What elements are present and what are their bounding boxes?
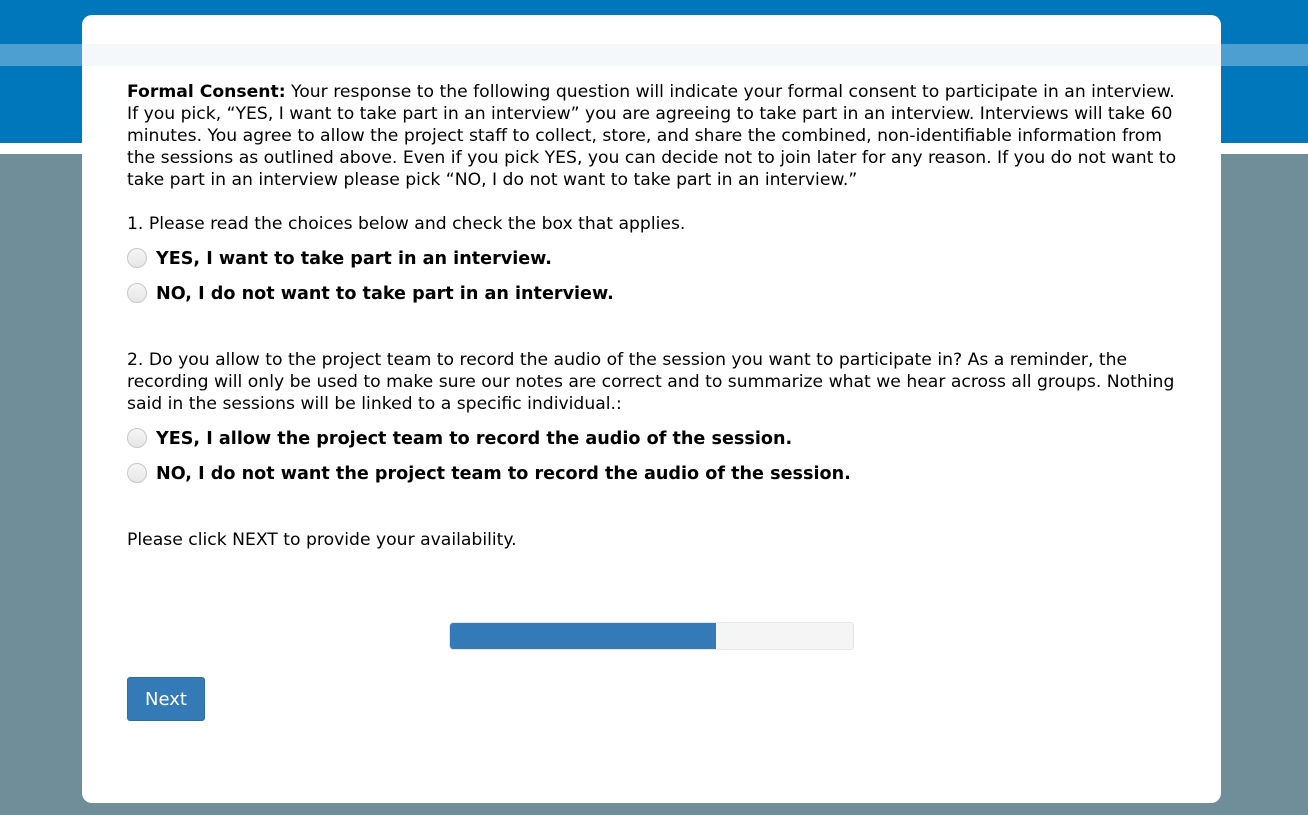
q2-no-radio[interactable] (127, 463, 147, 483)
question-1-text: 1. Please read the choices below and check the box that applies. (127, 214, 686, 234)
survey-content (127, 81, 1187, 551)
consent-label: Formal Consent: (127, 82, 286, 102)
question-2-text: 2. Do you allow to the project team to record the audio of the session you want to participate in? As a reminder, the recording will only be used to make sure our notes are correct and to summarize what we hear across all groups. Nothing said in the sessions will be linked to a specific individual.: (127, 350, 1175, 414)
next-instruction: Please click NEXT to provide your availability. (127, 530, 517, 550)
card-header-strip (82, 44, 1221, 66)
progress-fill (450, 623, 716, 649)
next-button[interactable]: Next (127, 677, 205, 721)
q1-no-label: NO, I do not want to take part in an interview. (156, 284, 614, 304)
question-1 (127, 213, 1187, 305)
survey-card (82, 15, 1221, 803)
q2-no-label: NO, I do not want the project team to record the audio of the session. (156, 464, 851, 484)
q2-option-no[interactable] (127, 463, 1187, 485)
consent-paragraph (127, 81, 1187, 191)
q2-yes-label: YES, I allow the project team to record the audio of the session. (156, 429, 793, 449)
question-2 (127, 349, 1187, 485)
progress-bar (449, 622, 854, 650)
q1-option-yes[interactable] (127, 248, 1187, 270)
consent-block (127, 81, 1187, 191)
q1-option-no[interactable] (127, 283, 1187, 305)
q2-yes-radio[interactable] (127, 428, 147, 448)
q1-no-radio[interactable] (127, 283, 147, 303)
q2-option-yes[interactable] (127, 428, 1187, 450)
q1-yes-label: YES, I want to take part in an interview. (156, 249, 552, 269)
consent-text: Your response to the following question will indicate your formal consent to participate in an interview. If you pick, “YES, I want to take part in an interview” you are agreeing to take part in an interview. Interviews will take 60 minutes. You agree to allow the project staff to collect, store, and share the combined, non-identifiable information from the sessions as outlined above. Even if you pick YES, you can decide not to join later for any reason. If you do not want to take part in an interview please pick “NO, I do not want to take part in an interview.” (127, 82, 1177, 190)
q1-yes-radio[interactable] (127, 248, 147, 268)
